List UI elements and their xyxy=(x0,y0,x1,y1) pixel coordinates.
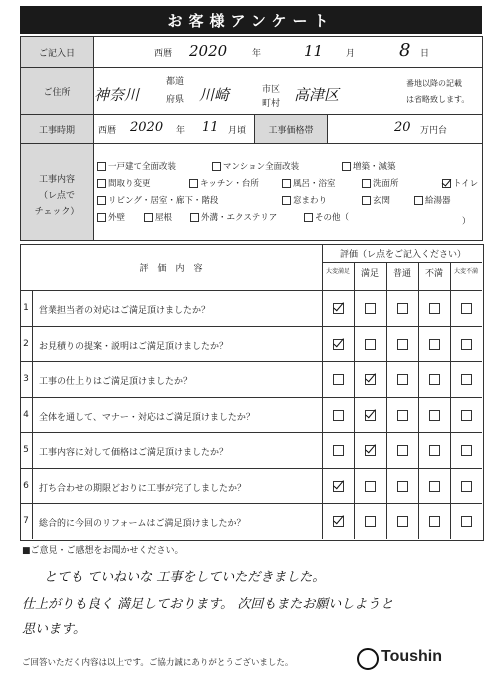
price-range-unit: 万円台 xyxy=(420,126,448,136)
rating-header-cell: 普通 xyxy=(392,269,411,279)
question-number: 7 xyxy=(23,516,29,526)
price-range-value: 20 xyxy=(394,120,411,135)
work-checkbox[interactable] xyxy=(212,162,221,171)
work-other-close: ） xyxy=(462,217,471,227)
work-option[interactable] xyxy=(442,177,478,189)
rating-checkbox[interactable] xyxy=(429,339,440,350)
evaluation-column-header: 評 価 内 容 xyxy=(139,263,203,274)
work-checkbox[interactable] xyxy=(97,196,106,205)
work-option[interactable] xyxy=(97,177,151,189)
entry-date-month: 11 xyxy=(304,42,324,60)
question-row xyxy=(20,397,322,433)
price-range-label: 工事価格帯 xyxy=(254,114,328,144)
work-checkbox[interactable] xyxy=(342,162,351,171)
question-text: 営業担当者の対応はご満足頂けましたか？ xyxy=(39,306,211,316)
question-text: 打ち合わせの期限どおりに工事が完了しましたか？ xyxy=(39,483,247,494)
construction-month-unit: 月頃 xyxy=(228,126,247,136)
rating-checkbox[interactable] xyxy=(429,516,440,527)
construction-year-unit: 年 xyxy=(176,126,186,136)
entry-date-month-unit: 月 xyxy=(346,49,356,59)
work-option-label: 給湯器 xyxy=(425,196,451,206)
rating-checkbox[interactable] xyxy=(397,339,408,350)
entry-date-label: ご記入日 xyxy=(20,36,94,68)
address-city: 川崎 xyxy=(199,86,230,104)
construction-period-label: 工事時期 xyxy=(20,114,94,144)
rating-checkbox[interactable] xyxy=(365,481,376,492)
work-checkbox[interactable] xyxy=(362,196,371,205)
rating-checkbox[interactable] xyxy=(333,516,344,527)
work-checkbox[interactable] xyxy=(282,179,291,188)
question-row xyxy=(20,503,322,539)
work-checkbox[interactable] xyxy=(190,213,199,222)
work-checkbox[interactable] xyxy=(97,179,106,188)
work-option-label: 外壁 xyxy=(108,213,126,223)
work-option[interactable] xyxy=(362,194,390,206)
page-title: お客様アンケート xyxy=(20,6,482,34)
rating-checkbox[interactable] xyxy=(365,516,376,527)
entry-date-year: 2020 xyxy=(189,42,228,60)
rating-checkbox[interactable] xyxy=(365,303,376,314)
rating-checkbox[interactable] xyxy=(461,410,472,421)
entry-date-day: 8 xyxy=(399,40,411,61)
question-row xyxy=(20,468,322,504)
question-text: 全体を通して、マナー・対応はご満足頂けましたか？ xyxy=(39,412,255,423)
work-option-label: 増築・減築 xyxy=(353,162,396,172)
work-option-label: 外溝・エクステリア xyxy=(201,213,278,223)
question-number: 3 xyxy=(23,374,29,384)
rating-header-cell: 不満 xyxy=(424,269,443,279)
rating-checkbox[interactable] xyxy=(333,410,344,421)
question-number: 2 xyxy=(23,338,29,349)
work-option-label: その他（ xyxy=(315,213,350,223)
address-pref-top: 都道 xyxy=(166,77,185,87)
rating-checkbox[interactable] xyxy=(397,445,408,456)
address-field[interactable] xyxy=(93,67,483,115)
address-city-suffix: 市区 xyxy=(262,85,281,95)
address-label: ご住所 xyxy=(20,67,94,115)
question-number: 6 xyxy=(23,480,29,491)
address-town: 高津区 xyxy=(294,86,340,104)
work-option[interactable] xyxy=(282,194,327,206)
rating-header-cell: 満足 xyxy=(360,269,379,279)
address-pref-bottom: 府県 xyxy=(166,95,185,105)
rating-checkbox[interactable] xyxy=(365,339,376,350)
work-option-label: 間取り変更 xyxy=(108,179,151,189)
rating-checkbox[interactable] xyxy=(397,374,408,385)
comment-line-3: 思います。 xyxy=(22,622,86,637)
rating-checkbox[interactable] xyxy=(429,481,440,492)
work-checkbox[interactable] xyxy=(282,196,291,205)
work-option[interactable] xyxy=(362,177,399,189)
work-label xyxy=(20,143,94,241)
work-option-label: トイレ xyxy=(453,179,479,189)
rating-checkbox[interactable] xyxy=(397,516,408,527)
work-option-label: 窓まわり xyxy=(293,196,328,206)
entry-date-year-unit: 年 xyxy=(252,49,262,59)
work-option[interactable] xyxy=(282,177,336,189)
question-row xyxy=(20,326,322,362)
rating-checkbox[interactable] xyxy=(429,303,440,314)
rating-checkbox[interactable] xyxy=(461,481,472,492)
comment-line-1: とても ていねいな 工事をしていただきました。 xyxy=(44,570,326,585)
work-label-line3: チェック） xyxy=(34,207,80,217)
address-prefecture: 神奈川 xyxy=(94,86,140,104)
work-option-label: 一戸建て全面改装 xyxy=(108,162,177,172)
work-option[interactable] xyxy=(189,177,259,189)
question-row xyxy=(20,290,322,326)
address-note-2: は省略致します。 xyxy=(406,95,470,104)
rating-checkbox[interactable] xyxy=(397,303,408,314)
entry-date-era: 西暦 xyxy=(154,49,173,59)
rating-checkbox[interactable] xyxy=(429,445,440,456)
work-option[interactable] xyxy=(212,160,299,172)
footer-thanks: ご回答いただく内容は以上です。ご協力誠にありがとうございました。 xyxy=(22,658,294,668)
rating-checkbox[interactable] xyxy=(365,445,376,456)
work-option-label: 玄関 xyxy=(373,196,391,206)
work-checkbox[interactable] xyxy=(304,213,313,222)
work-option[interactable] xyxy=(342,160,396,172)
rating-checkbox[interactable] xyxy=(461,303,472,314)
work-checkbox[interactable] xyxy=(414,196,423,205)
address-town-suffix: 町村 xyxy=(262,99,281,109)
rating-checkbox[interactable] xyxy=(365,410,376,421)
rating-checkbox[interactable] xyxy=(333,374,344,385)
construction-period-field[interactable] xyxy=(93,114,255,144)
rating-header-cell: 大変不満 xyxy=(453,268,478,275)
work-checkbox[interactable] xyxy=(97,162,106,171)
rating-header-cell: 大変満足 xyxy=(325,268,350,275)
question-text: 総合的に今回のリフォームはご満足頂けましたか？ xyxy=(39,519,246,529)
entry-date-field[interactable] xyxy=(93,36,483,68)
rating-checkbox[interactable] xyxy=(397,481,408,492)
rating-checkbox[interactable] xyxy=(333,339,344,350)
work-option[interactable] xyxy=(144,211,172,223)
rating-checkbox[interactable] xyxy=(365,374,376,385)
question-row xyxy=(20,361,322,397)
work-option[interactable] xyxy=(97,160,176,172)
rating-checkbox[interactable] xyxy=(333,445,344,456)
question-text: お見積りの提案・説明はご満足頂けましたか？ xyxy=(39,341,229,352)
brand-logo-icon xyxy=(357,648,379,670)
price-range-field[interactable] xyxy=(327,114,483,144)
brand-name: Toushin xyxy=(381,648,443,665)
work-options xyxy=(93,143,483,241)
rating-checkbox[interactable] xyxy=(461,374,472,385)
work-label-line1: 工事内容 xyxy=(38,175,75,185)
work-option-label: キッチン・台所 xyxy=(200,179,259,189)
work-label-line2: （レ点で xyxy=(38,191,75,201)
work-option[interactable] xyxy=(97,211,125,223)
construction-month: 11 xyxy=(202,120,219,135)
work-checkbox[interactable] xyxy=(144,213,153,222)
work-option-label: 洗面所 xyxy=(373,179,399,189)
work-option-label: 屋根 xyxy=(155,213,173,223)
question-number: 4 xyxy=(23,409,29,420)
rating-checkbox[interactable] xyxy=(461,339,472,350)
work-checkbox[interactable] xyxy=(97,213,106,222)
question-number: 5 xyxy=(23,445,29,455)
work-option-label: 風呂・浴室 xyxy=(293,179,336,189)
comments-label: ■ご意見・ご感想をお聞かせください。 xyxy=(22,546,184,556)
comment-line-2: 仕上がりも良く 満足しております。 次回もまたお願いしようと xyxy=(22,597,394,612)
construction-era: 西暦 xyxy=(98,126,117,136)
rating-checkbox[interactable] xyxy=(429,410,440,421)
question-row xyxy=(20,432,322,468)
construction-year: 2020 xyxy=(130,120,164,135)
work-option[interactable] xyxy=(304,211,349,223)
question-number: 1 xyxy=(23,303,29,313)
rating-checkbox[interactable] xyxy=(429,374,440,385)
rating-checkbox[interactable] xyxy=(461,516,472,527)
work-checkbox[interactable] xyxy=(189,179,198,188)
work-option-label: マンション全面改装 xyxy=(223,162,300,172)
rating-checkbox[interactable] xyxy=(461,445,472,456)
work-option[interactable] xyxy=(414,194,451,206)
work-option[interactable] xyxy=(190,211,277,223)
rating-checkbox[interactable] xyxy=(397,410,408,421)
work-option-label: リビング・居室・廊下・階段 xyxy=(108,196,219,206)
question-text: 工事内容に対して価格はご満足頂けましたか？ xyxy=(39,448,229,458)
work-checkbox[interactable] xyxy=(442,179,451,188)
rating-checkbox[interactable] xyxy=(333,481,344,492)
work-option[interactable] xyxy=(97,194,218,206)
entry-date-day-unit: 日 xyxy=(420,49,430,59)
question-text: 工事の仕上りはご満足頂けましたか？ xyxy=(39,377,193,387)
address-note-1: 番地以降の記載 xyxy=(406,79,462,88)
rating-checkbox[interactable] xyxy=(333,303,344,314)
work-checkbox[interactable] xyxy=(362,179,371,188)
rating-header: 評価（レ点をご記入ください） xyxy=(339,250,466,260)
